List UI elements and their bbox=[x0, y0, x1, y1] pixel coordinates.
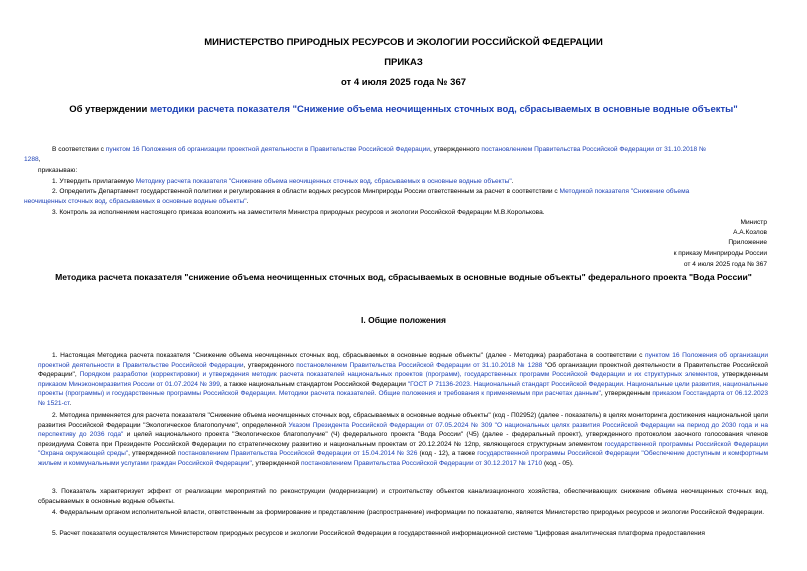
item-1-text: 1. Утвердить прилагаемую bbox=[52, 178, 136, 185]
paragraph-text: , а также национальным стандартом Российской Федерации bbox=[219, 380, 408, 388]
paragraph-text: (код - 05). bbox=[542, 459, 574, 467]
order-title-link[interactable]: методики расчета показателя "Снижение объема неочищенных сточных вод, сбрасываемых в основные водные объекты" bbox=[149, 104, 738, 115]
section-paragraph-3: 3. Показатель характеризует эффект от реализации мероприятий по реконструкции (модернизации) и строительству объектов канализационного хозяйства, обеспечивающих снижение объема неочищенных сточных вод, сбрасываемых в основные водные объекты. bbox=[38, 488, 768, 505]
preamble-text: , утвержденного bbox=[430, 146, 482, 153]
paragraph-text: и целей национального проекта "Экологическое благополучие" (Ч) федерального проекта "Вода России" (Ч5) (далее - федеральный проект), утвержденного протоколом заочного голосования членов президиума Совета при Президенте Российской Федерации по стратегическому развитию и национальным проектам от 20.12.2024 № 12пр, являющегося структурным элементом bbox=[38, 431, 768, 448]
item-3: 3. Контроль за исполнением настоящего приказа возложить на заместителя Министра природных ресурсов и экологии Российской Федерации М.В.Королькова. bbox=[52, 209, 545, 216]
paragraph-link[interactable]: "ГОСТ Р 71136-2023. Национальный стандарт Российской Федерации. Национальные цели развития, национальные проекты (программы) и государственные программы Российской Федерации. Методики расчета показателей. Общие положения и требования к применяемым при расчетах данным" bbox=[38, 380, 768, 398]
section-heading: I. Общие положения bbox=[361, 315, 446, 325]
section-paragraph-1 bbox=[38, 351, 768, 409]
paragraph-link[interactable]: государственной программы Российской Федерации "Охрана окружающей среды" bbox=[38, 440, 768, 458]
item-2 bbox=[24, 187, 768, 206]
paragraph-text: "Об организации проектной деятельности в Правительстве Российской Федерации", bbox=[38, 361, 768, 379]
paragraph-link[interactable]: Порядком разработки (корректировки) и утверждения методик расчета показателей национальных проектов (программ), государственных программ Российской Федерации и их структурных элементов bbox=[79, 371, 718, 379]
paragraph-text: , утвержденной bbox=[128, 450, 178, 458]
preamble-text: В соответствии с bbox=[52, 146, 106, 153]
order-title-prefix: Об утверждении bbox=[69, 104, 150, 115]
appendix-label: Приложение bbox=[728, 239, 767, 246]
appendix-date: от 4 июля 2025 года № 367 bbox=[683, 261, 767, 268]
item-2-link-cont[interactable]: неочищенных сточных вод, сбрасываемых в основные водные объекты" bbox=[24, 197, 247, 205]
paragraph-text: , утвержденным bbox=[717, 371, 768, 379]
doc-type: ПРИКАЗ bbox=[384, 57, 423, 68]
section-paragraph-4: 4. Федеральным органом исполнительной власти, ответственным за формирование и представление (распространение) информации по показателю, является Министерство природных ресурсов и экологии Российской Федерации. bbox=[52, 509, 765, 516]
paragraph-link[interactable]: государственной программы Российской Федерации "Обеспечение доступным и комфортным жильем и коммунальными услугами граждан Российской Федерации" bbox=[38, 450, 768, 467]
paragraph-link[interactable]: постановлением Правительства Российской Федерации от 31.10.2018 № 1288 bbox=[296, 361, 543, 369]
preamble-link-1[interactable]: пунктом 16 Положения об организации проектной деятельности в Правительстве Российской Федерации bbox=[105, 146, 430, 153]
paragraph-link[interactable]: приказом Госстандарта от 06.12.2023 № 1521-ст bbox=[38, 390, 768, 407]
methodology-title: Методика расчета показателя "снижение объема неочищенных сточных вод, сбрасываемых в основные водные объекты" федерального проекта "Вода России" bbox=[55, 272, 752, 282]
paragraph-text: 2. Методика применяется для расчета показателя "Снижение объема неочищенных сточных вод, сбрасываемых в основные водные объекты" (код - П02952) (далее - показатель) в целях мониторинга достижения национальной цели развития Российской Федерации "Экологическое благополучие", определенной bbox=[38, 412, 768, 429]
item-2-link[interactable]: Методикой показателя "Снижение объема bbox=[559, 188, 690, 195]
paragraph-link[interactable]: Указом Президента Российской Федерации от 07.05.2024 № 309 "О национальных целях развития Российской Федерации на период до 2030 года и на перспективу до 2036 года" bbox=[38, 421, 768, 439]
order-date: от 4 июля 2025 года № 367 bbox=[340, 77, 467, 88]
paragraph-link[interactable]: приказом Минэкономразвития России от 01.07.2024 № 399 bbox=[38, 380, 220, 388]
preamble-link-2-cont[interactable]: 1288 bbox=[24, 155, 39, 163]
item-1-link[interactable]: Методику расчета показателя "Снижение объема неочищенных сточных вод, сбрасываемых в основные водные объекты" bbox=[135, 178, 512, 185]
item-2-text: . bbox=[246, 197, 249, 205]
paragraph-text: (код - 12), а также bbox=[417, 450, 478, 458]
item-2-text: 2. Определить Департамент государственной политики и регулирования в области водных ресурсов Минприроды России ответственным за расчет в соответствии с bbox=[52, 188, 560, 195]
section-paragraph-5: 5. Расчет показателя осуществляется Министерством природных ресурсов и экологии Российской Федерации в государственной информационной системе "Цифровая аналитическая платформа предоставления bbox=[52, 530, 706, 537]
appendix-order-ref: к приказу Минприроды России bbox=[673, 250, 767, 257]
paragraph-link[interactable]: пунктом 16 Положения об организации проектной деятельности в Правительстве Российской Федерации bbox=[38, 352, 768, 369]
order-title bbox=[0, 104, 807, 115]
paragraph-text: , утвержденной bbox=[251, 459, 301, 467]
signature-role: Министр bbox=[740, 219, 767, 226]
ministry-name: МИНИСТЕРСТВО ПРИРОДНЫХ РЕСУРСОВ И ЭКОЛОГИИ РОССИЙСКОЙ ФЕДЕРАЦИИ bbox=[204, 37, 603, 48]
preamble bbox=[24, 145, 768, 164]
paragraph-text: , утвержденным bbox=[600, 390, 653, 398]
item-1-text: . bbox=[511, 178, 514, 185]
preamble-text: , bbox=[38, 155, 41, 163]
preamble-link-2[interactable]: постановлением Правительства Российской Федерации от 31.10.2018 № bbox=[481, 146, 707, 153]
orders-word: приказываю: bbox=[38, 167, 78, 174]
signature-name: А.А.Козлов bbox=[733, 229, 767, 236]
paragraph-text: , утвержденного bbox=[243, 361, 297, 369]
paragraph-link[interactable]: постановлением Правительства Российской Федерации от 30.12.2017 № 1710 bbox=[300, 459, 543, 467]
paragraph-text: 1. Настоящая Методика расчета показателя "Снижение объема неочищенных сточных вод, сбрасываемых в основные водные объекты" (далее - Методика) разработана в соответствии с bbox=[52, 352, 646, 359]
paragraph-link[interactable]: постановлением Правительства Российской Федерации от 15.04.2014 № 326 bbox=[177, 450, 418, 458]
section-paragraph-2 bbox=[38, 411, 768, 469]
paragraph-text: . bbox=[69, 399, 72, 407]
item-1 bbox=[38, 177, 768, 187]
